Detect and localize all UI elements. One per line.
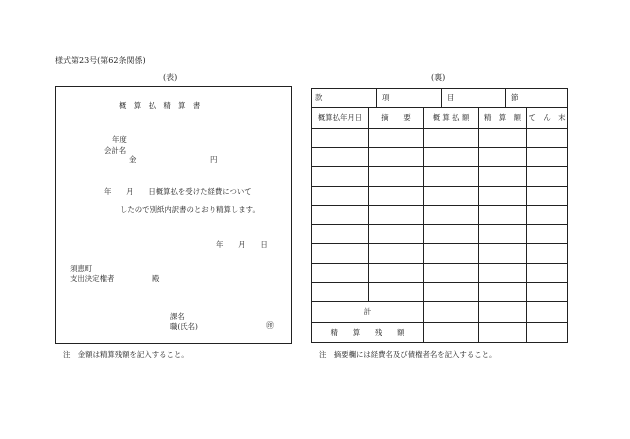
balance-label: 精 算 残 額 (312, 322, 424, 342)
account-label: 会計名 (104, 146, 127, 155)
town-name: 須恵町 (70, 264, 93, 273)
fiscal-year-label: 年度 (112, 135, 127, 144)
honorific: 殿 (152, 274, 160, 283)
front-form (55, 86, 292, 344)
amount-label: 金 (129, 155, 137, 164)
approver-label: 支出決定権者 (70, 274, 115, 283)
front-title: 概 算 払 精 算 書 (119, 101, 201, 110)
table-row (312, 263, 568, 282)
form-number: 様式第23号(第62条関係) (55, 56, 146, 65)
total-row (312, 302, 568, 322)
table-row (312, 205, 568, 224)
col-header-advance: 概 算 払 額 (424, 108, 479, 128)
table-row (312, 147, 568, 166)
back-note: 注 摘要欄には経費名及び債権者名を記入すること。 (319, 350, 497, 359)
front-note: 注 金額は精算残額を記入すること。 (63, 350, 189, 359)
col-header-result: て ん 末 (527, 108, 568, 128)
balance-row (312, 322, 568, 342)
total-label: 計 (312, 302, 424, 322)
table-row (312, 244, 568, 263)
back-breakdown-table (311, 88, 568, 343)
table-row (312, 186, 568, 205)
front-side-label: (表) (163, 73, 178, 82)
budget-moku-label: 目 (447, 93, 455, 102)
position-name-label: 職(氏名) (170, 322, 198, 331)
yen-label: 円 (210, 155, 218, 164)
budget-setsu-label: 節 (511, 93, 519, 102)
section-label: 課名 (170, 312, 185, 321)
budget-row (312, 89, 568, 108)
date-line: 年 月 日 (216, 240, 268, 249)
seal-icon: ㊞ (266, 321, 274, 330)
budget-kou-label: 項 (382, 93, 390, 102)
col-header-settled: 精 算 額 (479, 108, 527, 128)
col-header-date: 概算払年月日 (312, 108, 369, 128)
budget-kan-label: 款 (315, 93, 323, 102)
body-line-1: 年 月 日概算払を受けた経費について (104, 187, 252, 196)
table-row (312, 128, 568, 147)
table-row (312, 225, 568, 244)
table-row (312, 282, 568, 301)
col-header-summary: 摘 要 (369, 108, 424, 128)
back-side-label: (裏) (431, 73, 446, 82)
column-header-row (312, 108, 568, 128)
table-row (312, 167, 568, 186)
body-line-2: したので別紙内訳書のとおり精算します。 (120, 205, 260, 214)
